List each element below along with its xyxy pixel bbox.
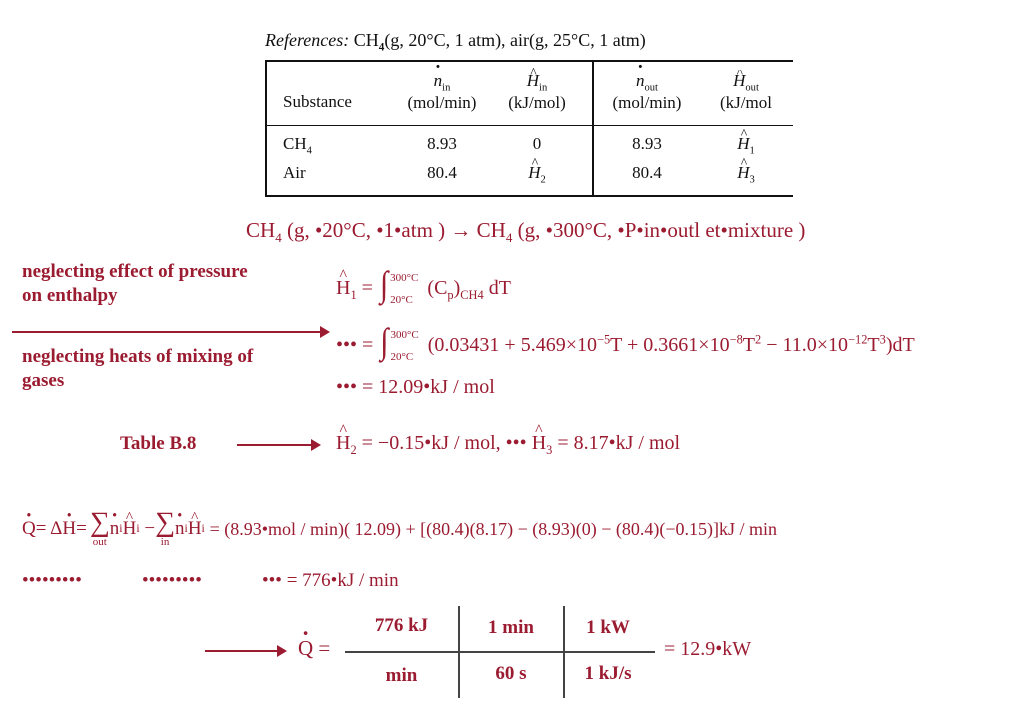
conversion-fraction-bar xyxy=(345,651,655,653)
equation-energy-balance: · Q = Δ · H = ∑ out · n i ^ H i − ∑ in · n i ^ H i = (8.93•mol / min)( 12.09) + [(80.4)(8.17) − (8.93)(0) − (80.4)(−0.15)]kJ / min xyxy=(22,510,777,548)
th-n-out: · $n_{out}$ (mol/min) xyxy=(603,70,691,114)
table-row-ch4-h-in: 0 xyxy=(532,134,542,153)
table-row-ch4-h-out: ^ $H_1$ xyxy=(705,134,787,154)
conversion-divider-2 xyxy=(563,606,565,698)
references-species: CH xyxy=(353,30,379,50)
table-row-air-h-in: ^ $H_2$ xyxy=(498,163,576,183)
table-bottom-rule xyxy=(265,195,793,197)
table-row-air-name: Air xyxy=(283,163,306,182)
references-conditions: (g, 20°C, 1 atm), air(g, 25°C, 1 atm) xyxy=(384,30,646,50)
equation-q-result: ••••••••• xyxy=(22,570,82,591)
process-equation: $CH_4$ (g, •20°C, •1•atm ) → $CH_4$ (g, •300°C, •P•in•outl et•mixture ) xyxy=(246,218,806,246)
th-substance: Substance xyxy=(283,92,352,111)
equation-cp-integral: ••• = ∫ 300°C 20°C $(0.03431 + 5.469\times 10^{-5}T + 0.3661\times 10^{-8}T^2 - 11.0\times 10^{-12}T^3)dT$ xyxy=(336,321,915,364)
table-ref-arrow xyxy=(237,444,319,446)
conversion-result: = 12.9•kW xyxy=(664,638,752,660)
table-row-ch4-n-out: 8.93 xyxy=(632,134,662,153)
table-row-air-h-out: ^ $H_3$ xyxy=(705,163,787,183)
conversion-c2-bottom: 60 s xyxy=(495,663,527,684)
conversion-c1-top: 776 kJ xyxy=(374,615,429,636)
th-h-in: ^ $H_{in}$ (kJ/mol) xyxy=(498,70,576,114)
table-row-air-n-in: 80.4 xyxy=(427,163,457,182)
conversion-arrow xyxy=(205,650,285,652)
table-row-ch4-n-in: 8.93 xyxy=(427,134,457,153)
equation-h1-result: ••• = 12.09•kJ / mol xyxy=(336,376,495,398)
table-row-ch4-name: $CH_4$ xyxy=(283,134,312,157)
table-header-rule xyxy=(265,125,793,126)
references-label: References: xyxy=(265,30,350,50)
equation-h2-h3: ^ $H_2$ = −0.15•kJ / mol, ••• ^ $H_3$ = 8.17•kJ / mol xyxy=(336,432,680,455)
conversion-c3-bottom: 1 kJ/s xyxy=(584,663,632,684)
note-mixing: neglecting heats of mixing of gases xyxy=(22,346,254,391)
th-h-out: ^ $H_{out}$ (kJ/mol xyxy=(705,70,787,114)
references-sub: 4 xyxy=(378,41,385,54)
conversion-c2-top: 1 min xyxy=(488,617,534,638)
conversion-lhs: · Q = xyxy=(298,636,330,661)
note-pressure: neglecting effect of pressure on enthalpy xyxy=(22,261,248,306)
conversion-c3-top: 1 kW xyxy=(586,617,630,638)
equation-q-value: ••• = 776•kJ / min xyxy=(262,570,399,591)
table-divider xyxy=(592,60,594,196)
note-arrow xyxy=(12,331,328,333)
table-left-border xyxy=(265,60,267,196)
table-top-rule xyxy=(265,60,793,62)
equation-h1: ^ $H_1$ = ∫ 300°C 20°C $(C_p)_{CH4}$ dT xyxy=(336,268,511,306)
th-n-in: · $n_{in}$ (mol/min) xyxy=(398,70,486,114)
conversion-c1-bottom: min xyxy=(385,665,418,686)
equation-q-dots: ••••••••• xyxy=(142,570,202,591)
references-line xyxy=(265,30,646,54)
table-ref-label: Table B.8 xyxy=(120,433,197,454)
table-row-air-n-out: 80.4 xyxy=(632,163,662,182)
